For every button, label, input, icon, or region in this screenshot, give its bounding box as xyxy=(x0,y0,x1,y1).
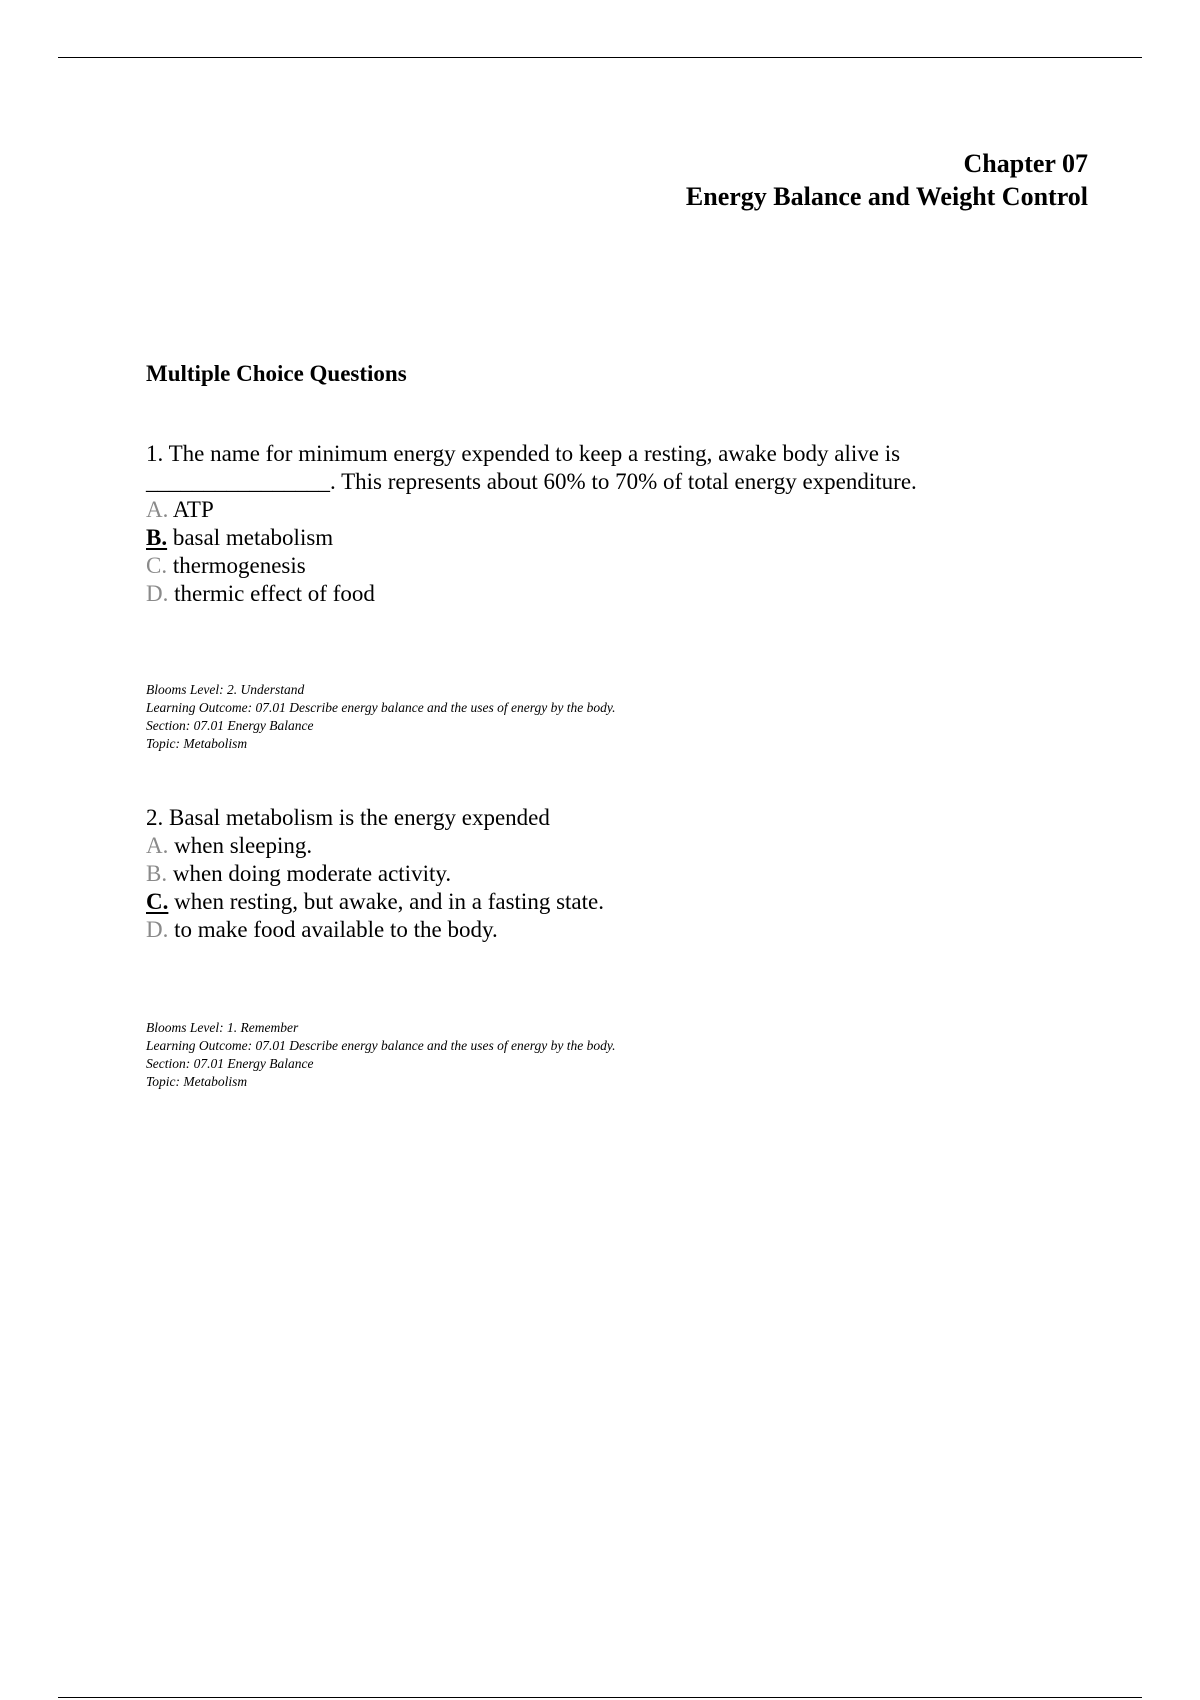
choice-a xyxy=(146,832,1106,860)
topic-label: Topic: Metabolism xyxy=(146,1074,248,1089)
choice-d xyxy=(146,916,1106,944)
learning-outcome: Learning Outcome: 07.01 Describe energy balance and the uses of energy by the body. xyxy=(146,700,616,715)
choice-letter: A. xyxy=(146,497,169,522)
choice-letter-correct: C. xyxy=(146,889,169,914)
chapter-number: Chapter 07 xyxy=(963,149,1088,178)
choice-c xyxy=(146,552,1106,580)
choice-text: thermogenesis xyxy=(172,553,306,578)
learning-outcome: Learning Outcome: 07.01 Describe energy balance and the uses of energy by the body. xyxy=(146,1038,616,1053)
blooms-level: Blooms Level: 2. Understand xyxy=(146,682,305,697)
choice-a xyxy=(146,496,1106,524)
choice-letter: C. xyxy=(146,553,168,578)
question-stem: 2. Basal metabolism is the energy expended xyxy=(146,805,550,830)
choice-letter: A. xyxy=(146,833,169,858)
choice-text: when resting, but awake, and in a fasting state. xyxy=(174,889,604,914)
choice-text: thermic effect of food xyxy=(174,581,375,606)
section-label: Section: 07.01 Energy Balance xyxy=(146,1056,314,1071)
choice-d xyxy=(146,580,1106,608)
choice-text: ATP xyxy=(172,497,214,522)
choice-c xyxy=(146,888,1106,916)
choice-letter-correct: B. xyxy=(146,525,168,550)
chapter-title: Energy Balance and Weight Control xyxy=(685,182,1088,211)
question-1-metadata xyxy=(146,681,1106,753)
choice-text: to make food available to the body. xyxy=(174,917,498,942)
choice-text: basal metabolism xyxy=(172,525,334,550)
section-label: Section: 07.01 Energy Balance xyxy=(146,718,314,733)
choice-b xyxy=(146,524,1106,552)
choice-text: when sleeping. xyxy=(174,833,313,858)
choice-text: when doing moderate activity. xyxy=(172,861,452,886)
choice-b xyxy=(146,860,1106,888)
bottom-rule xyxy=(58,1697,1142,1698)
topic-label: Topic: Metabolism xyxy=(146,736,248,751)
question-2 xyxy=(146,804,1106,944)
question-1 xyxy=(146,440,1106,608)
question-2-metadata xyxy=(146,1019,1106,1091)
choice-letter: D. xyxy=(146,581,169,606)
blooms-level: Blooms Level: 1. Remember xyxy=(146,1020,299,1035)
top-rule xyxy=(58,57,1142,58)
choice-letter: B. xyxy=(146,861,168,886)
chapter-heading xyxy=(686,147,1088,213)
choice-letter: D. xyxy=(146,917,169,942)
question-stem: 1. The name for minimum energy expended to keep a resting, awake body alive is ________________. This represents about 60% to 70% of total energy expenditure. xyxy=(146,441,917,494)
section-title: Multiple Choice Questions xyxy=(146,361,407,386)
